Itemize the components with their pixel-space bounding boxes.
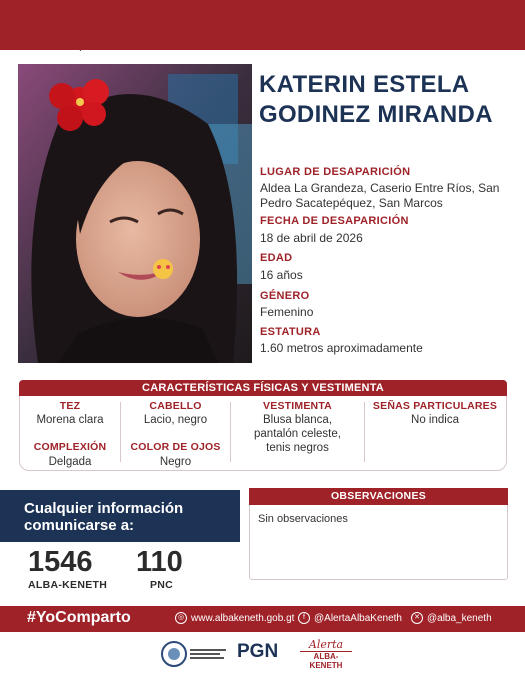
pgn-logo-text: PGN: [237, 641, 279, 662]
tez-value: Morena clara: [36, 414, 104, 426]
vestimenta-line: tenis negros: [266, 442, 329, 454]
genero-value: Femenino: [260, 305, 314, 319]
x-icon: ✕: [411, 612, 423, 624]
complexion-value: Delgada: [48, 456, 92, 468]
heart-emoji-icon: [153, 259, 173, 279]
globe-icon: ◎: [175, 612, 187, 624]
alba-keneth-number[interactable]: 1546: [28, 546, 93, 578]
name-line-2: GODINEZ MIRANDA: [259, 101, 493, 128]
website-link[interactable]: [175, 612, 294, 624]
alba-keneth-logo-text: ALBA-KENETH: [300, 651, 352, 670]
lugar-value: Aldea La Grandeza, Caserio Entre Ríos, San Pedro Sacatepéquez, San Marcos: [260, 181, 500, 210]
lugar-label: LUGAR DE DESAPARICIÓN: [260, 166, 411, 178]
pgn-logo: [237, 641, 278, 663]
facebook-icon: f: [298, 612, 310, 624]
name-line-1: KATERIN ESTELA: [259, 71, 470, 98]
vestimenta-line: pantalón celeste,: [254, 428, 341, 440]
x-text: @alba_keneth: [427, 612, 492, 624]
hashtag: #YoComparto: [27, 609, 131, 626]
alerta-alba-keneth-logo: [300, 638, 352, 670]
senas-label: SEÑAS PARTICULARES: [372, 400, 498, 412]
x-link[interactable]: [411, 612, 492, 624]
estatura-value: 1.60 metros aproximadamente: [260, 341, 423, 355]
vestimenta-label: VESTIMENTA: [263, 400, 332, 412]
vestimenta-value: [231, 413, 364, 455]
complexion-label: COMPLEXIÓN: [33, 441, 107, 453]
characteristics-heading: CARACTERÍSTICAS FÍSICAS Y VESTIMENTA: [19, 380, 507, 396]
pnc-label: PNC: [150, 579, 174, 591]
person-name: [259, 70, 519, 130]
vestimenta-line: Blusa blanca,: [262, 414, 333, 426]
edad-label: EDAD: [260, 252, 293, 264]
ojos-value: Negro: [159, 456, 192, 468]
fecha-value: 18 de abril de 2026: [260, 231, 363, 245]
ojos-label: COLOR DE OJOS: [130, 441, 221, 453]
cabello-value: Lacio, negro: [143, 414, 208, 426]
tez-label: TEZ: [59, 400, 81, 412]
facebook-text: @AlertaAlbaKeneth: [314, 612, 402, 624]
senas-value: No indica: [411, 414, 459, 426]
genero-label: GÉNERO: [260, 290, 310, 302]
government-seal-logo: [160, 638, 230, 675]
fecha-label: FECHA DE DESAPARICIÓN: [260, 215, 409, 227]
website-text: www.albakeneth.gob.gt: [191, 612, 295, 624]
contact-line-2: comunicarse a:: [24, 517, 135, 534]
observations-heading: OBSERVACIONES: [249, 488, 508, 505]
contact-text: [24, 500, 234, 534]
alerta-logo-text: Alerta: [308, 638, 344, 651]
edad-value: 16 años: [260, 268, 303, 282]
missing-person-photo: [18, 64, 252, 363]
pnc-number[interactable]: 110: [136, 546, 183, 578]
cabello-label: CABELLO: [149, 400, 202, 412]
estatura-label: ESTATURA: [260, 326, 321, 338]
alba-keneth-label: ALBA-KENETH: [28, 579, 108, 591]
observations-text: Sin observaciones: [258, 513, 348, 525]
portrait-illustration: [18, 64, 252, 363]
header-banner: [0, 0, 525, 50]
facebook-link[interactable]: [298, 612, 402, 624]
contact-line-1: Cualquier información: [24, 500, 184, 517]
guatemala-seal-icon: [160, 638, 230, 670]
